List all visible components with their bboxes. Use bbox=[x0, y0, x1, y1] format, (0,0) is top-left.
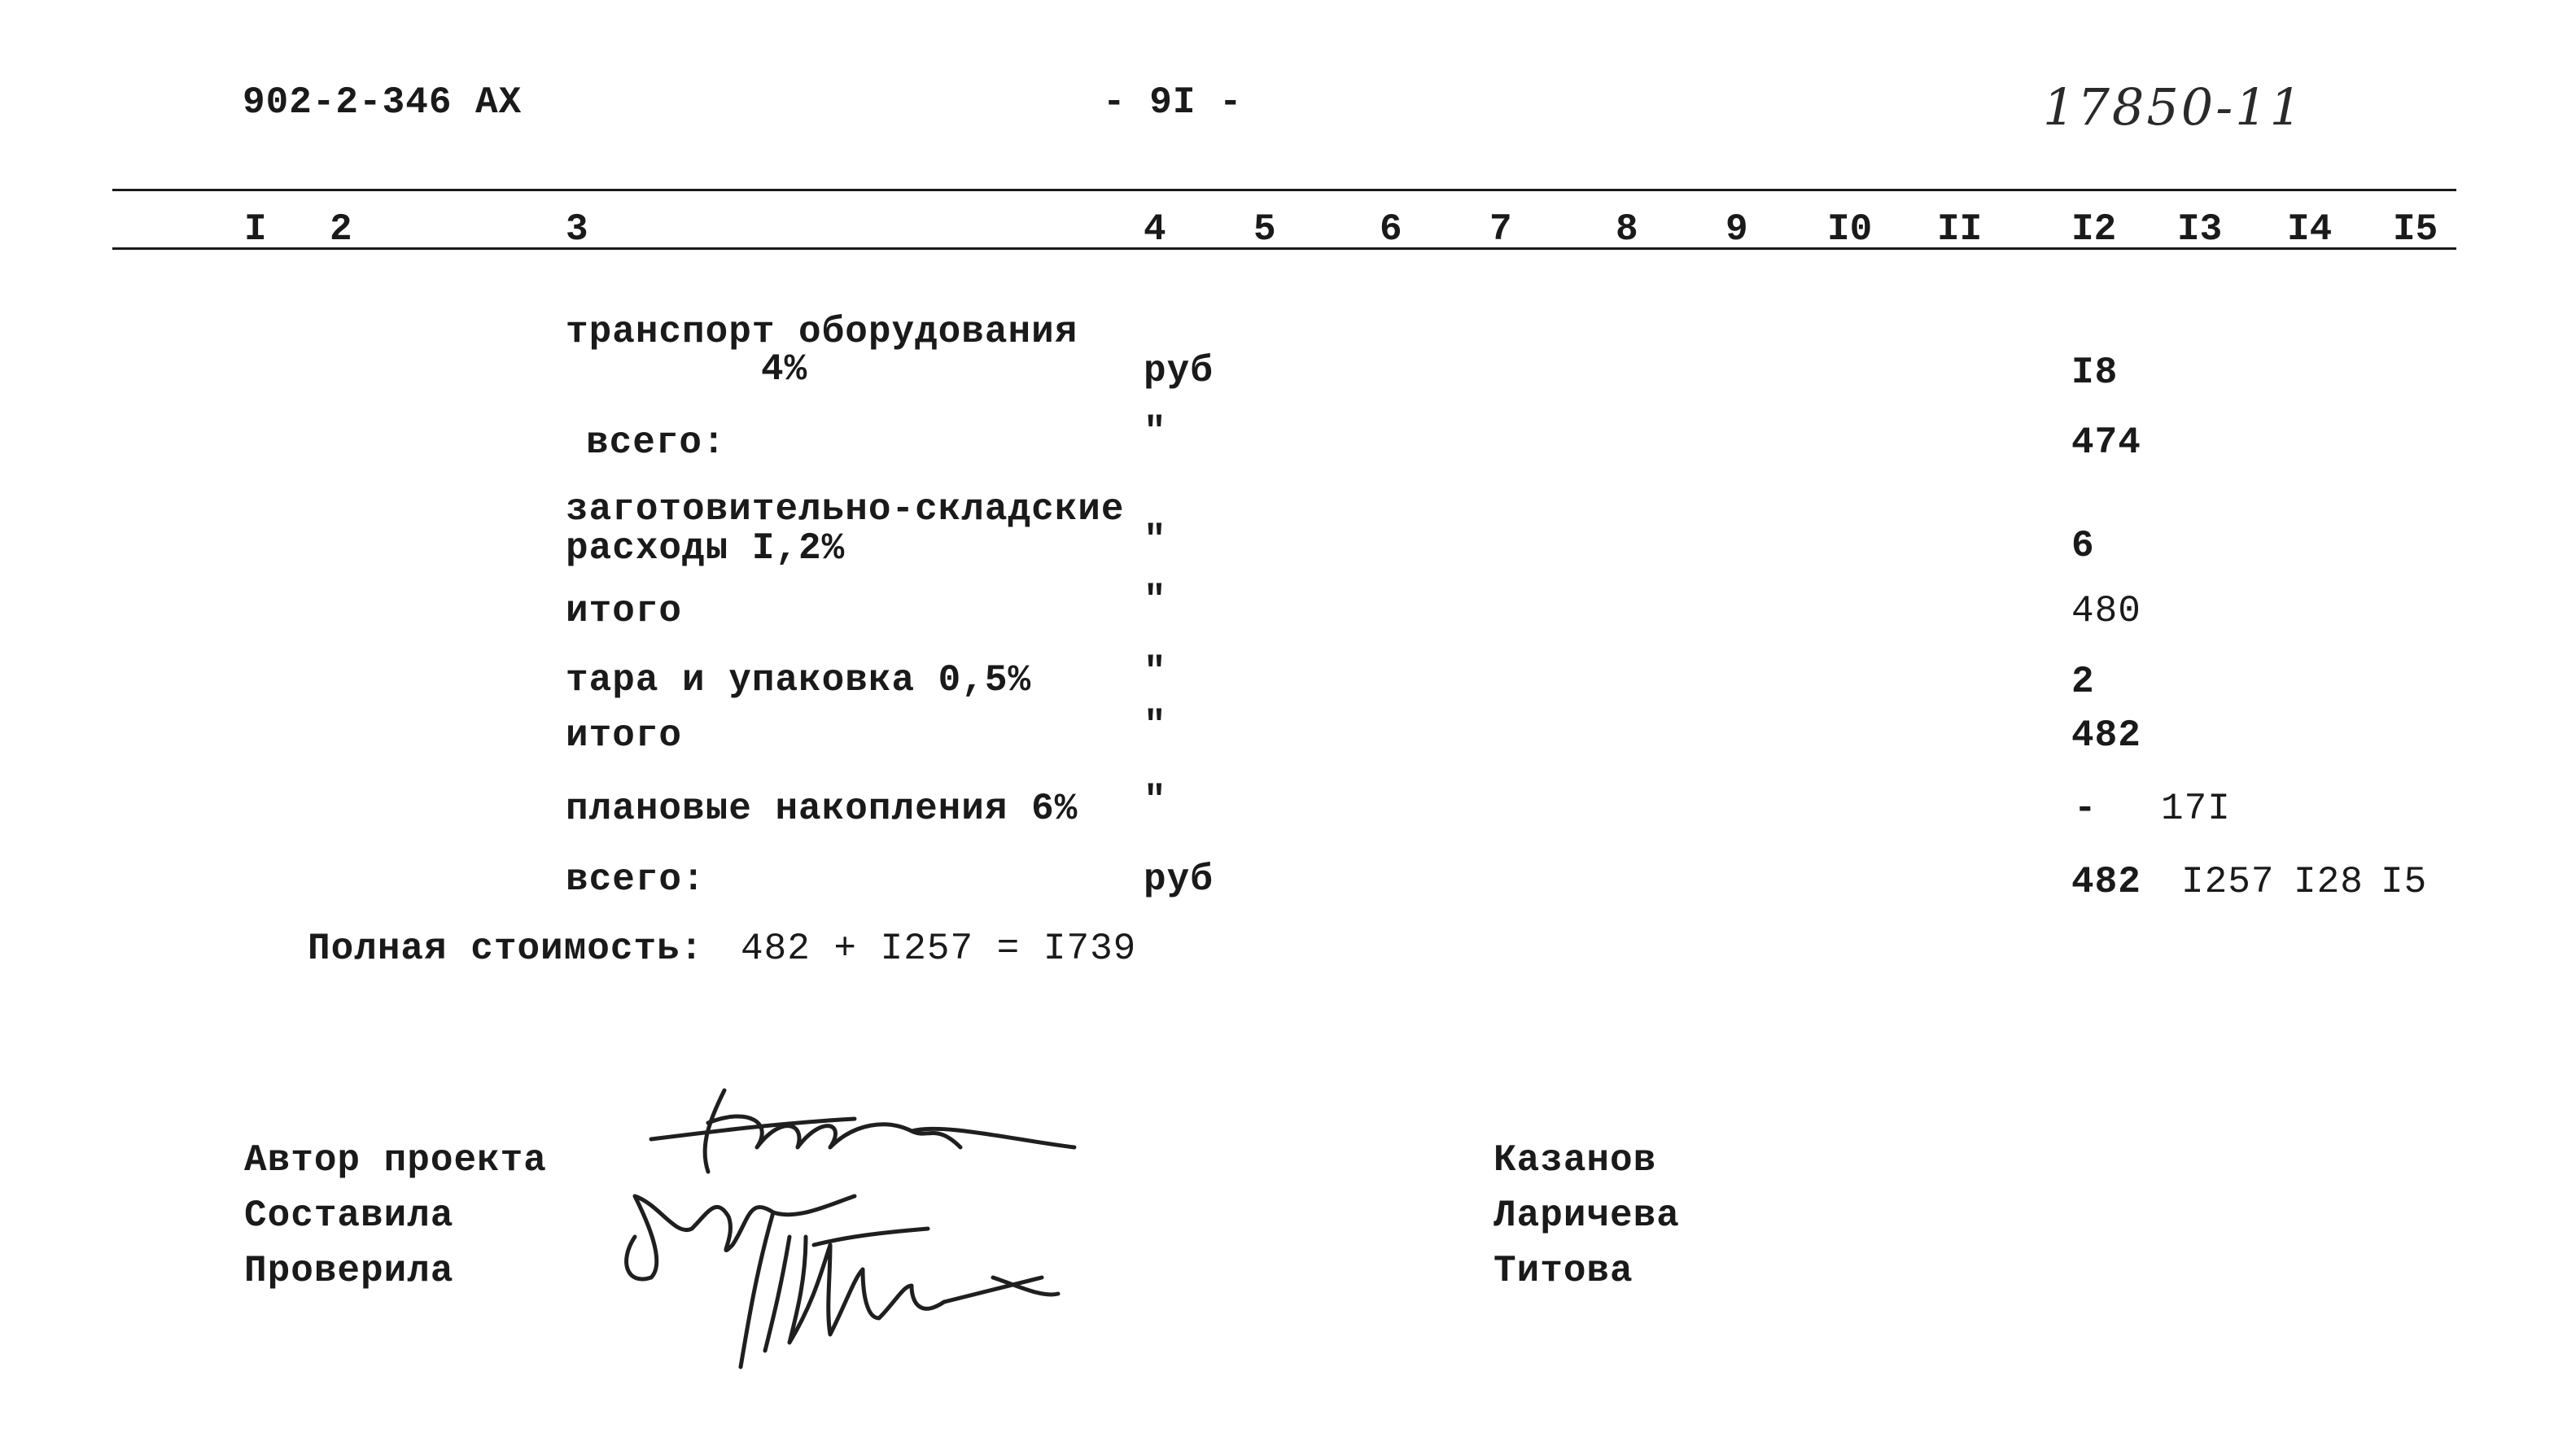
row-label-percent: 4% bbox=[761, 348, 808, 391]
column-number: 4 bbox=[1144, 208, 1166, 251]
row-value: 474 bbox=[2071, 421, 2141, 464]
row-label: всего: bbox=[566, 858, 706, 901]
row-value: 17I bbox=[2161, 788, 2231, 830]
column-number: 7 bbox=[1489, 208, 1512, 251]
column-number: I4 bbox=[2287, 208, 2333, 251]
column-number: I2 bbox=[2071, 208, 2117, 251]
signature-name: Титова bbox=[1494, 1250, 1634, 1292]
row-label: тара и упаковка 0,5% bbox=[566, 659, 1032, 701]
row-label-percent: расходы I,2% bbox=[566, 527, 846, 570]
row-unit: " bbox=[1144, 780, 1167, 822]
row-value: 2 bbox=[2071, 661, 2095, 703]
row-label: итого bbox=[566, 590, 683, 632]
row-unit: " bbox=[1144, 579, 1167, 622]
handwritten-signatures bbox=[586, 1074, 1107, 1400]
row-unit: " bbox=[1144, 519, 1167, 561]
row-unit: руб bbox=[1144, 858, 1214, 901]
row-unit: " bbox=[1144, 651, 1167, 693]
column-number: II bbox=[1937, 208, 1983, 251]
full-cost-label: Полная стоимость: bbox=[308, 928, 704, 970]
signature-role: Автор проекта bbox=[244, 1139, 547, 1181]
row-value: 6 bbox=[2071, 525, 2095, 567]
header-top-rule bbox=[112, 189, 2456, 191]
signature-name: Ларичева bbox=[1494, 1195, 1680, 1237]
column-number: I5 bbox=[2393, 208, 2438, 251]
column-number: 3 bbox=[566, 208, 588, 251]
row-label: всего: bbox=[586, 421, 726, 464]
row-label: транспорт оборудования bbox=[566, 311, 1078, 353]
row-unit: " bbox=[1144, 411, 1167, 453]
row-value: - bbox=[2074, 788, 2097, 830]
row-label: итого bbox=[566, 714, 683, 757]
row-label: плановые накопления 6% bbox=[566, 788, 1078, 830]
signature-role: Проверила bbox=[244, 1250, 454, 1292]
column-number: 8 bbox=[1616, 208, 1638, 251]
page-number: - 9I - bbox=[1103, 81, 1243, 124]
column-number: I3 bbox=[2177, 208, 2223, 251]
column-number: 2 bbox=[330, 208, 352, 251]
row-label: заготовительно-складские bbox=[566, 488, 1125, 531]
column-number: 6 bbox=[1380, 208, 1402, 251]
column-number: 9 bbox=[1725, 208, 1748, 251]
row-unit: руб bbox=[1144, 350, 1214, 392]
row-value: 482 bbox=[2071, 861, 2141, 903]
row-value: I28 bbox=[2294, 861, 2364, 903]
row-value: 480 bbox=[2071, 590, 2141, 632]
document-code: 902-2-346 АХ bbox=[243, 81, 523, 124]
signature-name: Казанов bbox=[1494, 1139, 1657, 1181]
column-number: 5 bbox=[1253, 208, 1276, 251]
row-value: 482 bbox=[2071, 714, 2141, 757]
column-number: I bbox=[244, 208, 267, 251]
row-value: I257 bbox=[2181, 861, 2275, 903]
handwritten-document-number: 17850-11 bbox=[2043, 77, 2305, 137]
full-cost-formula: 482 + I257 = I739 bbox=[741, 928, 1137, 970]
signature-role: Составила bbox=[244, 1195, 454, 1237]
row-value: I5 bbox=[2381, 861, 2428, 903]
row-value: I8 bbox=[2071, 352, 2119, 394]
column-number: I0 bbox=[1827, 208, 1873, 251]
row-unit: " bbox=[1144, 705, 1167, 747]
